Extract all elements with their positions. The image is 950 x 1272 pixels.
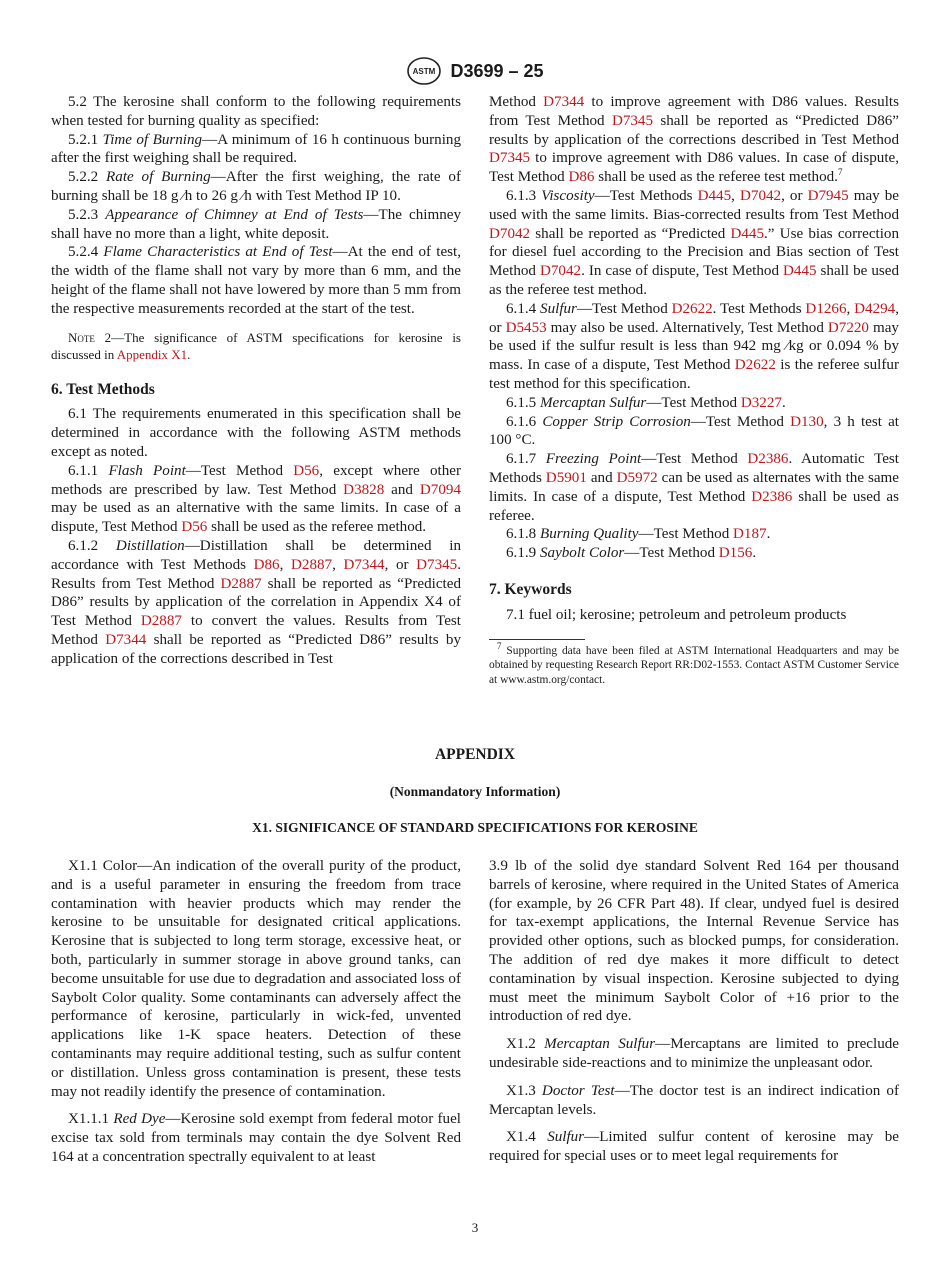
ref-link[interactable]: D2887 <box>291 556 333 573</box>
para-6-1-8: 6.1.8 Burning Quality—Test Method D187. <box>506 526 771 543</box>
ref-link[interactable]: D7344 <box>105 631 147 648</box>
note-2: Note 2—The significance of ASTM specifications for kerosine is discussed in Appendix X1. <box>51 329 461 362</box>
para-x1-1-1: X1.1.1 Red Dye—Kerosine sold exempt from federal motor fuel excise tax sold from terminals may contain the dye Solvent Red 164 at a concentration spectrally equivalent to at least <box>51 1111 461 1165</box>
para-x1-3: X1.3 Doctor Test—The doctor test is an indirect indication of Mercaptan levels. <box>489 1082 900 1118</box>
section-6-heading: 6. Test Methods <box>51 380 155 398</box>
footnote-marker[interactable]: 7 <box>837 167 843 178</box>
ref-link[interactable]: D3227 <box>740 394 782 411</box>
footnote-divider <box>489 639 585 640</box>
appendix-title: APPENDIX <box>434 746 516 763</box>
para-x1-1: X1.1 Color—An indication of the overall purity of the product, and is a useful parameter in ensuring the freedom from trace contamination with heavier products which may render the kerosine to be unsuitable for designated critical applications. Kerosine that is subjected to long term storage, excessive heat, or both, particularly in summer storage in above ground tanks, can become unsuitable for use due to degradation and associated loss of Saybolt Color quality. Some contaminants can adversely affect the performance of kerosine, particularly in wick-fed, unvented applications like 1-K space heaters. Detection of these contaminants may require additional testing, such as sulfur content or distillation. Unless gross contamination is present, these tests may not readily identify the presence of contamination. <box>51 858 461 1100</box>
para-6-1: 6.1 The requirements enumerated in this specification shall be determined in accordance with the following ASTM methods except as noted. <box>51 406 461 460</box>
para-6-1-2: 6.1.2 Distillation—Distillation shall be determined in accordance with Test Methods D86, D2887, D7344, or D7345. Results from Test Method D2887 shall be reported as “Predicted D86” results by application of the correlation in Appendix X4 of Test Method D2887 to convert the values. Results from Test Method D7344 shall be reported as “Predicted D86” results by application of the corrections described in Test <box>51 537 462 667</box>
right-column-top <box>489 93 899 687</box>
appendix-subtitle: (Nonmandatory Information) <box>389 784 561 799</box>
ref-link[interactable]: D2622 <box>671 300 713 317</box>
ref-link[interactable]: D445 <box>783 263 817 280</box>
ref-link[interactable]: D4294 <box>854 300 896 317</box>
standard-designation: D3699 – 25 <box>450 60 544 81</box>
ref-link[interactable]: D7345 <box>611 112 654 129</box>
ref-link[interactable]: D86 <box>568 169 595 186</box>
ref-link[interactable]: D7042 <box>539 263 582 280</box>
ref-link[interactable]: D7345 <box>416 556 458 573</box>
ref-link[interactable]: D445 <box>697 187 732 204</box>
para-x1-1-1-continued: 3.9 lb of the solid dye standard Solvent Red 164 per thousand barrels of kerosine, where required in the United States of America (for example, by 26 CFR Part 48). If clear, undyed fuel is desired for tax-exempt applications, the Internal Revenue Service has provided other options, such as blocked pumps, for consideration. The addition of red dye makes it more difficult to detect contamination by visual inspection. Kerosine subjected to dying must meet the minimum Saybolt Color of +16 prior to the introduction of red dye. <box>489 858 899 1025</box>
ref-link[interactable]: D2887 <box>220 575 262 592</box>
ref-link[interactable]: D5901 <box>545 469 587 486</box>
ref-link[interactable]: D187 <box>733 526 767 543</box>
ref-link[interactable]: D5972 <box>616 469 658 486</box>
para-6-1-4: 6.1.4 Sulfur—Test Method D2622. Test Methods D1266, D4294, or D5453 may also be used. Alternatively, Test Method D7220 may be used if the sulfur result is less than 942 mg ⁄kg or 0.094 % by mass. In case of a dispute, Test Method D2622 is the referee sulfur test method for this specification. <box>489 300 899 392</box>
page-header <box>0 56 950 86</box>
left-column-top <box>51 93 461 669</box>
para-6-1-2-continued: Method D7344 to improve agreement with D86 values. Results from Test Method D7345 shall be reported as “Predicted D86” results by application of the corrections described in Test Method D7345 to improve agreement with D86 values. In case of dispute, Test Method D86 shall be used as the referee test method.$^7$ <box>489 94 899 186</box>
para-x1-4: X1.4 Sulfur—Limited sulfur content of kerosine may be required for special uses or to meet legal requirements for <box>489 1129 899 1165</box>
ref-link[interactable]: D86 <box>253 556 280 573</box>
para-6-1-9: 6.1.9 Saybolt Color—Test Method D156. <box>506 545 757 562</box>
para-5-2-4: 5.2.4 Flame Characteristics at End of Test—At the end of test, the width of the flame shall not vary by more than 6 mm, and the height of the flame shall not have lowered by more than 5 mm from the respective measurements recorded at the start of the test. <box>51 244 461 317</box>
para-5-2-3: 5.2.3 Appearance of Chimney at End of Tests—The chimney shall have no more than a light, white deposit. <box>51 206 461 242</box>
left-column-bottom <box>51 857 461 1167</box>
para-7-1: 7.1 fuel oil; kerosine; petroleum and petroleum products <box>506 606 847 623</box>
ref-link[interactable]: D7344 <box>543 94 585 110</box>
para-6-1-3: 6.1.3 Viscosity—Test Methods D445, D7042, or D7945 may be used with the same limits. Bias-corrected results from Test Method D7042 shall be reported as “Predicted D445.” Use bias correction for diesel fuel according to the Precision and Bias section of Test Method D7042. In case of dispute, Test Method D445 shall be used as the referee test method. <box>489 187 900 298</box>
section-7-heading: 7. Keywords <box>489 580 572 598</box>
right-column-bottom <box>489 857 899 1166</box>
ref-link[interactable]: D7094 <box>419 481 461 498</box>
appendix-x1-heading: X1. SIGNIFICANCE OF STANDARD SPECIFICATIONS FOR KEROSINE <box>252 820 698 835</box>
para-6-1-5: 6.1.5 Mercaptan Sulfur—Test Method D3227. <box>506 394 786 411</box>
footnote-7: $^7$ Supporting data have been filed at ASTM International Headquarters and may be obtained by requesting Research Report RR:D02-1553. Contact ASTM Customer Service at www.astm.org/contact. <box>489 640 899 686</box>
para-6-1-7: 6.1.7 Freezing Point—Test Method D2386. Automatic Test Methods D5901 and D5972 can be used as alternates with the same limits. In case of a dispute, Test Method D2386 shall be used as referee. <box>489 451 899 524</box>
para-6-1-6: 6.1.6 Copper Strip Corrosion—Test Method D130, 3 h test at 100 °C. <box>489 413 899 449</box>
para-6-1-1: 6.1.1 Flash Point—Test Method D56, except where other methods are prescribed by law. Test Method D3828 and D7094 may be used as an alternative with the same limits. In case of a dispute, Test Method D56 shall be used as the referee method. <box>51 462 461 536</box>
ref-link[interactable]: D7345 <box>489 150 531 167</box>
para-x1-2: X1.2 Mercaptan Sulfur—Mercaptans are limited to preclude undesirable side-reactions and to minimize the unpleasant odor. <box>489 1036 899 1071</box>
ref-link[interactable]: D2887 <box>140 613 182 630</box>
ref-link[interactable]: D2622 <box>734 357 776 374</box>
para-5-2-1: 5.2.1 Time of Burning—A minimum of 16 h continuous burning after the first weighing shall be required. <box>51 131 461 167</box>
ref-link[interactable]: D56 <box>293 462 320 479</box>
para-5-2: 5.2 The kerosine shall conform to the following requirements when tested for burning quality as specified: <box>51 94 461 129</box>
ref-link[interactable]: D7945 <box>807 187 849 204</box>
svg-text:ASTM: ASTM <box>413 67 436 76</box>
ref-link[interactable]: D156 <box>718 545 753 562</box>
page-number: 3 <box>471 1220 479 1235</box>
ref-link[interactable]: D7220 <box>827 319 869 336</box>
ref-link[interactable]: D7042 <box>740 187 782 204</box>
ref-link[interactable]: D7344 <box>343 556 385 573</box>
ref-link[interactable]: D56 <box>181 519 208 536</box>
ref-link[interactable]: D2386 <box>751 488 793 505</box>
para-5-2-2: 5.2.2 Rate of Burning—After the first weighing, the rate of burning shall be 18 g ⁄h to 26 g ⁄h with Test Method IP 10. <box>51 169 461 204</box>
ref-link[interactable]: D1266 <box>805 300 847 317</box>
appendix-x1-link[interactable]: Appendix X1 <box>116 346 188 362</box>
ref-link[interactable]: D445 <box>730 225 765 242</box>
ref-link[interactable]: D5453 <box>505 319 547 336</box>
ref-link[interactable]: D7042 <box>489 225 531 242</box>
astm-logo-icon <box>406 56 442 86</box>
ref-link[interactable]: D130 <box>790 413 824 430</box>
ref-link[interactable]: D3828 <box>343 481 385 498</box>
ref-link[interactable]: D2386 <box>747 451 789 468</box>
